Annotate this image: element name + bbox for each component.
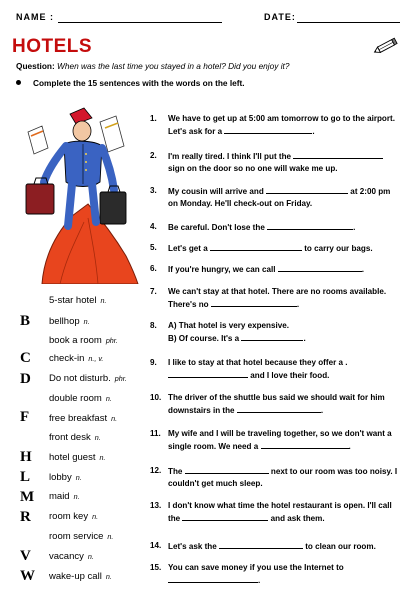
instruction [16,78,245,88]
answer-blank[interactable] [278,263,362,272]
sentence-text [168,562,400,587]
sentence-part: We can't stay at that hotel. There are no rooms available. There's no [168,287,387,309]
word-part-of-speech: n. [100,296,107,305]
answer-blank[interactable] [185,465,269,474]
sentence-number: 6. [150,264,157,273]
name-field[interactable] [58,22,222,23]
answer-blank[interactable] [210,242,302,251]
answer-blank[interactable] [224,125,315,136]
word-part-of-speech: n. [94,433,101,442]
sentence-part: A) That hotel is very expensive. [168,321,289,330]
word-part-of-speech: n. [83,317,90,326]
sentence-number: 13. [150,501,162,510]
answer-blank[interactable] [182,512,268,521]
word-text: double room [49,393,102,404]
sentence-number: 15. [150,563,162,572]
question-label: Question: [16,61,55,71]
word-bank-item [49,295,107,306]
sentence-text [168,465,400,490]
pencil-icon [373,37,399,55]
word-text: room key [49,511,89,522]
word-bank-item [49,511,98,522]
alphabet-letter: M [20,489,35,505]
word-bank-item [49,472,82,483]
word-text: check-in [49,353,85,364]
answer-blank[interactable] [211,298,300,309]
question-text: When was the last time you stayed in a hotel? Did you enjoy it? [57,61,290,71]
answer-blank[interactable] [237,404,324,415]
answer-blank[interactable] [168,574,261,585]
sentence-part: My cousin will arrive and [168,187,267,196]
sentence-text [168,392,400,417]
word-part-of-speech: phr. [114,374,127,383]
sentence-text [168,540,400,553]
sentence-number: 4. [150,222,157,231]
sentence-number: 8. [150,321,157,330]
sentence-part: to clean our room. [302,542,376,551]
sentence-part: . [312,127,315,136]
sentence-text [168,320,400,345]
word-part-of-speech: n. [111,414,118,423]
sentence-number: 7. [150,287,157,296]
alphabet-letter: V [20,548,31,564]
alphabet-letter: R [20,509,31,525]
word-bank-item [49,571,112,582]
sentence-number: 11. [150,429,161,438]
word-bank-item [49,551,94,562]
sentence-part: . [258,576,261,585]
sentence-text [168,428,400,453]
answer-blank[interactable] [241,332,306,343]
word-part-of-speech: n. [75,473,82,482]
alphabet-letter: C [20,350,31,366]
alphabet-letter: B [20,313,31,329]
answer-blank[interactable] [261,440,349,449]
sentence-part: B) Of course. It's a [168,334,242,343]
word-part-of-speech: n., v. [88,354,104,363]
word-bank-item [49,491,80,502]
page-title: HOTELS [12,36,93,57]
alphabet-letter: L [20,469,31,485]
sentence-text [168,113,400,138]
sentence-part: We have to get up at 5:00 am tomorrow to go to the airport. Let's ask for a [168,114,395,136]
sentence-number: 1. [150,114,157,123]
sentence-number: 5. [150,243,157,252]
word-bank-item [49,373,127,384]
sentence-part: If you're hungry, we can call [168,265,278,274]
sentence-part: . [320,406,324,415]
question [16,61,289,71]
word-part-of-speech: phr. [105,336,118,345]
sentence-part: I like to stay at that hotel because they offer a . [168,358,348,367]
answer-blank[interactable] [219,540,303,549]
word-text: maid [49,491,70,502]
answer-blank[interactable] [293,150,383,159]
bullet-icon [16,80,21,85]
word-text: book a room [49,335,102,346]
sentence-text [168,500,400,525]
sentence-number: 12. [150,466,162,475]
sentence-part: and ask them. [268,514,325,523]
word-part-of-speech: n. [87,552,94,561]
word-text: wake-up call [49,571,102,582]
word-text: bellhop [49,316,80,327]
sentence-text [168,357,400,382]
alphabet-letter: H [20,449,32,465]
word-bank-item [49,393,112,404]
sentence-number: 10. [150,393,162,402]
word-bank-item [49,353,103,364]
word-text: free breakfast [49,413,108,424]
sentence-part: You can save money if you use the Internet to [168,563,344,572]
sentence-part: I'm really tired. I think I'll put the [168,152,294,161]
sentence-part: The [168,467,185,476]
word-bank-item [49,531,113,542]
sentence-number: 14. [150,541,162,550]
sentence-number: 3. [150,186,157,195]
sentence-part: sign on the door so no one will wake me up. [168,164,338,173]
sentence-part: next to our room was too noisy. I couldn't get much sleep. [168,467,398,488]
word-text: room service [49,531,104,542]
word-part-of-speech: n. [105,572,112,581]
answer-blank[interactable] [168,369,248,378]
sentence-part: The driver of the shuttle bus said we should wait for him downstairs in the [168,393,385,415]
answer-blank[interactable] [266,185,348,194]
alphabet-letter: D [20,371,31,387]
word-bank-item [49,413,117,424]
sentence-part: . [353,223,356,232]
sentence-part: and I love their food. [248,371,330,380]
sentence-part: Let's ask the [168,542,219,551]
sentence-text [168,286,400,311]
word-text: 5-star hotel [49,295,97,306]
sentence-part: . [296,300,300,309]
word-part-of-speech: n. [99,453,106,462]
word-text: Do not disturb. [49,373,111,384]
word-bank-item [49,335,118,346]
sentence-part: Be careful. Don't lose the [168,223,268,232]
word-text: lobby [49,472,72,483]
word-bank-item [49,452,105,463]
word-bank-item [49,316,90,327]
date-field[interactable] [297,22,400,23]
word-bank-item [49,432,101,443]
word-part-of-speech: n. [73,492,80,501]
alphabet-letter: F [20,409,30,425]
sentence-text [168,242,400,255]
answer-blank[interactable] [267,221,356,232]
name-label: NAME : [16,12,54,22]
word-text: front desk [49,432,91,443]
sentence-part: . [348,442,351,451]
word-part-of-speech: n. [107,532,114,541]
word-text: vacancy [49,551,84,562]
word-part-of-speech: n. [92,512,99,521]
sentence-part: . [303,334,306,343]
sentence-text [168,150,400,175]
sentence-number: 2. [150,151,157,160]
sentence-number: 9. [150,358,157,367]
sentence-part: I don't know what time the hotel restaurant is open. I'll call the [168,501,392,523]
sentence-text [168,263,400,276]
sentence-text [168,185,400,210]
sentence-part: My wife and I will be traveling together, so we don't want a single room. We need a [168,429,392,451]
sentence-part: at 2:00 pm on Monday. He'll check-out on Friday. [168,187,391,208]
sentence-part: . [361,265,364,274]
word-text: hotel guest [49,452,96,463]
instruction-text: Complete the 15 sentences with the words on the left. [33,78,245,88]
date-label: DATE: [264,12,296,22]
sentence-part: Let's get a [168,244,210,253]
sentence-part: to carry our bags. [301,244,373,253]
alphabet-letter: W [20,568,35,584]
word-part-of-speech: n. [105,394,112,403]
sentence-text [168,221,400,234]
bellhop-illustration [22,106,140,284]
